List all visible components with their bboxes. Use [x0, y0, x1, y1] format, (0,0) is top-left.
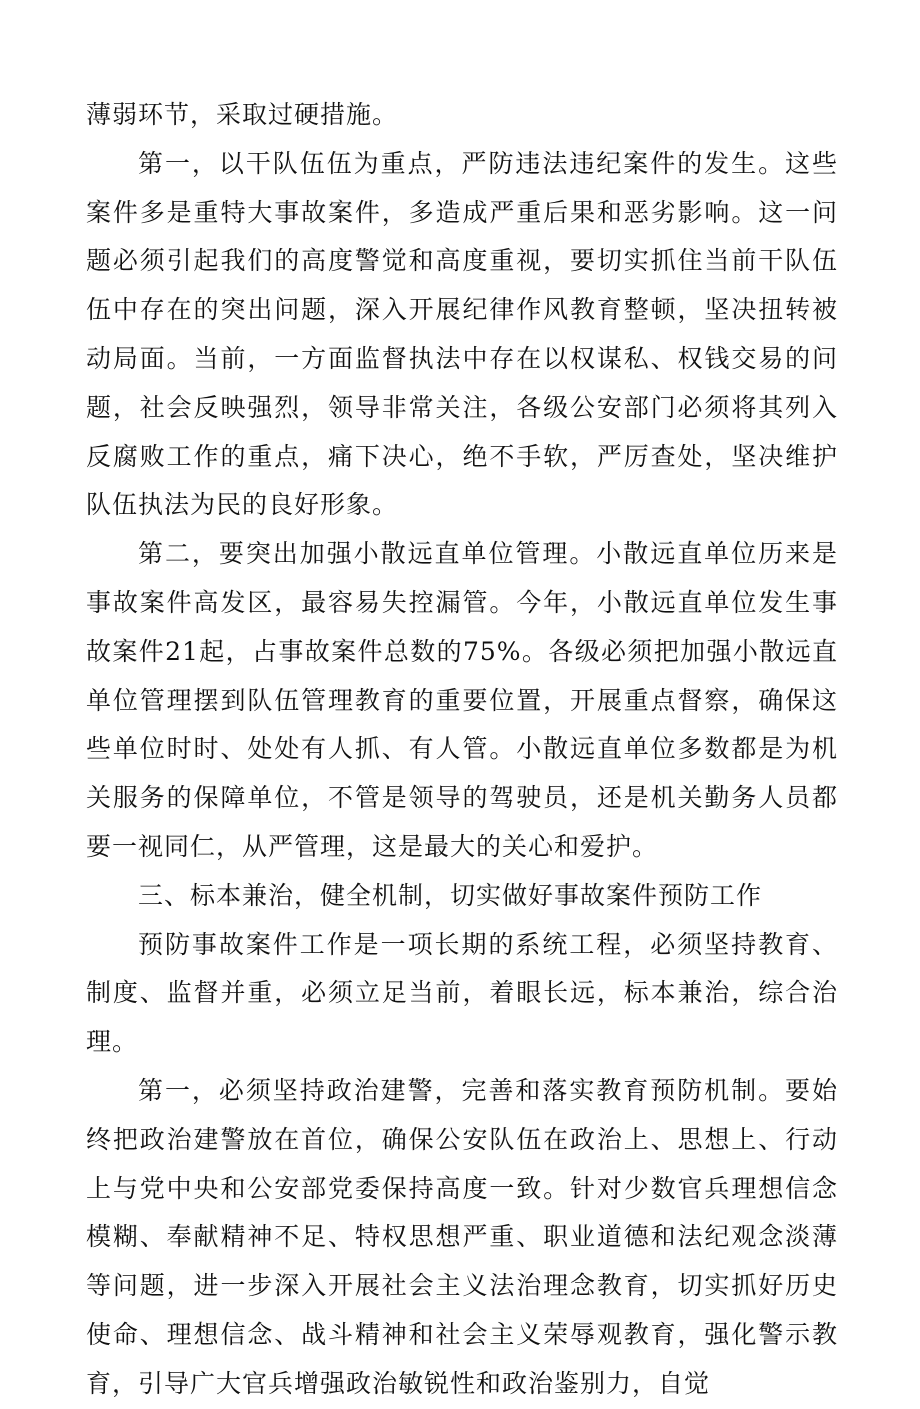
paragraph: 预防事故案件工作是一项长期的系统工程，必须坚持教育、制度、监督并重，必须立足当前，着眼长远，标本兼治，综合治理。	[86, 929, 838, 1057]
paragraph: 第一，以干队伍伍为重点，严防违法违纪案件的发生。这些案件多是重特大事故案件，多造成严重后果和恶劣影响。这一问题必须引起我们的高度警觉和高度重视，要切实抓住当前干队伍伍中存在的突出问题，深入开展纪律作风教育整顿，坚决扭转被动局面。当前，一方面监督执法中存在以权谋私、权钱交易的问题，社会反映强烈，领导非常关注，各级公安部门必须将其列入反腐败工作的重点，痛下决心，绝不手软，严厉查处，坚决维护队伍执法为民的良好形象。	[86, 148, 838, 520]
paragraph: 薄弱环节，采取过硬措施。	[86, 100, 399, 129]
paragraph: 第一，必须坚持政治建警，完善和落实教育预防机制。要始终把政治建警放在首位，确保公安队伍在政治上、思想上、行动上与党中央和公安部党委保持高度一致。针对少数官兵理想信念模糊、奉献精神不足、特权思想严重、职业道德和法纪观念淡薄等问题，进一步深入开展社会主义法治理念教育，切实抓好历史使命、理想信念、战斗精神和社会主义荣辱观教育，强化警示教育，引导广大官兵增强政治敏锐性和政治鉴别力，自觉	[86, 1075, 838, 1398]
paragraph: 第二，要突出加强小散远直单位管理。小散远直单位历来是事故案件高发区，最容易失控漏管。今年，小散远直单位发生事故案件21起，占事故案件总数的75%。各级必须把加强小散远直单位管理摆到队伍管理教育的重要位置，开展重点督察，确保这些单位时时、处处有人抓、有人管。小散远直单位多数都是为机关服务的保障单位，不管是领导的驾驶员，还是机关勤务人员都要一视同仁，从严管理，这是最大的关心和爱护。	[86, 539, 838, 861]
section-heading: 三、标本兼治，健全机制，切实做好事故案件预防工作	[138, 880, 763, 910]
